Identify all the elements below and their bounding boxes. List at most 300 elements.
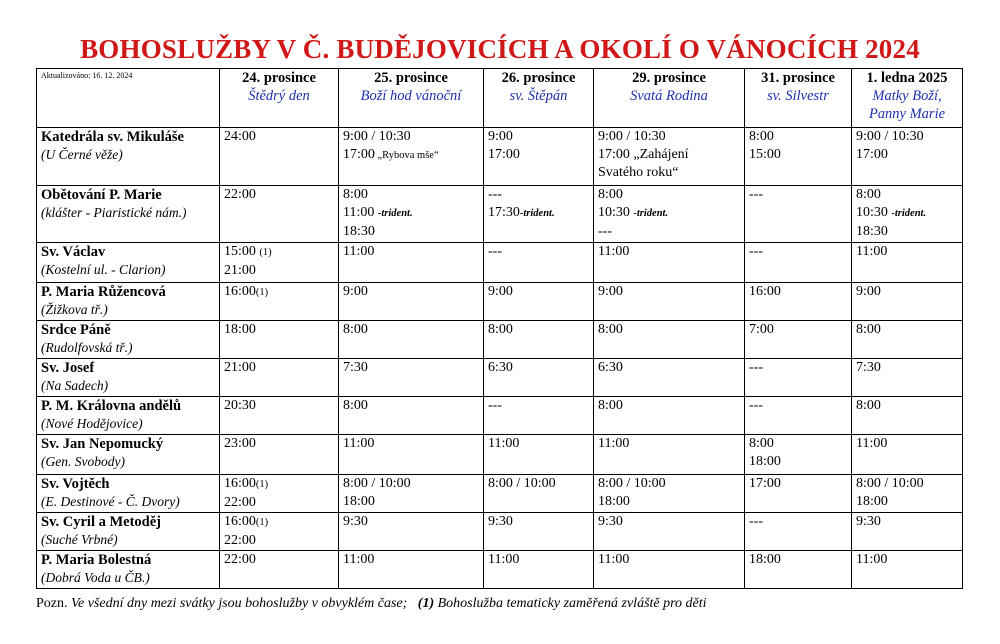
time-text: 9:00 (488, 129, 513, 144)
time-line (343, 475, 479, 493)
time-cell (339, 397, 484, 435)
time-text: 22:00 (224, 533, 256, 548)
time-line (488, 128, 589, 146)
time-line (343, 223, 479, 241)
time-line (488, 186, 589, 204)
time-cell (852, 128, 963, 186)
time-cell (594, 397, 745, 435)
time-cell (339, 435, 484, 475)
time-cell (339, 128, 484, 186)
time-text: 11:00 (856, 552, 888, 567)
time-text: --- (749, 398, 763, 413)
day-header (594, 69, 745, 128)
church-cell (37, 435, 220, 475)
time-line (598, 513, 740, 531)
time-line (224, 128, 334, 146)
time-text: 9:00 (856, 284, 881, 299)
time-cell (339, 513, 484, 551)
time-text: 7:00 (749, 322, 774, 337)
day-header (484, 69, 594, 128)
time-line (856, 128, 958, 146)
time-cell (484, 186, 594, 243)
time-cell (852, 186, 963, 243)
time-text: --- (598, 224, 612, 239)
time-line (224, 186, 334, 204)
time-cell (745, 359, 852, 397)
time-text: 11:00 (488, 436, 520, 451)
time-text: 18:00 (749, 552, 781, 567)
church-location: (Dobrá Voda u ČB.) (41, 570, 150, 585)
time-text: 8:00 (343, 187, 368, 202)
time-line (749, 359, 847, 377)
time-line (343, 435, 479, 453)
time-line (856, 397, 958, 415)
time-text: 8:00 / 10:00 (343, 476, 411, 491)
day-name: Štědrý den (248, 88, 310, 104)
time-cell (852, 283, 963, 321)
time-cell (339, 475, 484, 513)
table-row (37, 186, 963, 243)
church-name: Sv. Jan Nepomucký (41, 436, 164, 452)
table-row (37, 283, 963, 321)
time-line (856, 283, 958, 301)
day-header (852, 69, 963, 128)
church-name: Srdce Páně (41, 322, 111, 338)
time-line (856, 223, 958, 241)
table-row (37, 513, 963, 551)
time-line (598, 128, 740, 146)
time-text: 9:00 / 10:30 (598, 129, 666, 144)
time-cell (484, 283, 594, 321)
time-text: 17:00 „Zahájení (598, 147, 689, 162)
day-name: sv. Silvestr (767, 88, 829, 104)
time-cell (220, 186, 339, 243)
day-name: Matky Boží, Panny Marie (868, 88, 946, 122)
time-cell (484, 128, 594, 186)
time-text: 18:30 (856, 224, 888, 239)
time-line (488, 551, 589, 569)
time-text: 6:30 (488, 360, 513, 375)
time-cell (339, 243, 484, 283)
time-cell (220, 128, 339, 186)
time-text: 11:00 (343, 436, 375, 451)
time-text: 23:00 (224, 436, 256, 451)
time-line (749, 513, 847, 531)
time-cell (484, 475, 594, 513)
time-line (224, 283, 334, 302)
time-text: --- (749, 360, 763, 375)
table-row (37, 551, 963, 589)
time-cell (852, 435, 963, 475)
time-text: 11:00 (598, 244, 630, 259)
time-text: 24:00 (224, 129, 256, 144)
time-line (488, 435, 589, 453)
time-line (224, 532, 334, 550)
time-line (749, 128, 847, 146)
time-text: 8:00 / 10:00 (856, 476, 924, 491)
time-text: 16:00 (749, 284, 781, 299)
time-line (598, 359, 740, 377)
time-cell (745, 475, 852, 513)
time-text: 11:00 (598, 436, 630, 451)
church-cell (37, 397, 220, 435)
time-text: 11:00 (856, 244, 888, 259)
time-text: 7:30 (343, 360, 368, 375)
church-name: Sv. Vojtěch (41, 476, 110, 492)
church-cell (37, 128, 220, 186)
time-line (598, 146, 740, 164)
time-line (856, 551, 958, 569)
church-location: (Rudolfovská tř.) (41, 340, 133, 355)
day-date: 25. prosince (374, 70, 448, 86)
time-text: 16:00 (224, 284, 256, 299)
table-row (37, 243, 963, 283)
time-line (224, 359, 334, 377)
time-line (749, 453, 847, 471)
time-line (343, 359, 479, 377)
time-text: 21:00 (224, 263, 256, 278)
time-text: 17:00 (749, 476, 781, 491)
church-name: P. Maria Bolestná (41, 552, 152, 568)
time-text: 8:00 (749, 436, 774, 451)
time-line (856, 475, 958, 493)
time-line (856, 186, 958, 204)
time-line (749, 243, 847, 261)
children-mass-mark: (1) (255, 479, 269, 490)
church-name: P. M. Královna andělů (41, 398, 182, 414)
children-mass-mark: (1) (255, 517, 269, 528)
time-text: 17:00 (343, 147, 375, 162)
schedule-body (37, 128, 963, 589)
time-text: Svatého roku“ (598, 165, 679, 180)
time-line (224, 513, 334, 532)
time-text: 8:00 (598, 398, 623, 413)
time-line (749, 475, 847, 493)
day-date: 29. prosince (632, 70, 706, 86)
children-mass-mark: (1) (255, 287, 269, 298)
time-line (598, 397, 740, 415)
time-text: 18:00 (749, 454, 781, 469)
time-text: --- (488, 187, 502, 202)
day-date: 26. prosince (501, 70, 576, 86)
time-cell (594, 128, 745, 186)
time-line (856, 435, 958, 453)
mass-rite-note: -trident. (891, 208, 927, 219)
time-cell (745, 321, 852, 359)
time-line (856, 513, 958, 531)
time-line (598, 551, 740, 569)
time-cell (745, 397, 852, 435)
time-line (224, 243, 334, 262)
footnote (36, 596, 707, 612)
time-cell (852, 321, 963, 359)
time-text: 11:00 (598, 552, 630, 567)
time-line (224, 475, 334, 494)
time-cell (220, 513, 339, 551)
table-row (37, 359, 963, 397)
church-cell (37, 475, 220, 513)
table-row (37, 128, 963, 186)
time-text: 11:00 (343, 244, 375, 259)
time-cell (220, 435, 339, 475)
time-cell (594, 513, 745, 551)
time-text: --- (749, 244, 763, 259)
time-cell (339, 283, 484, 321)
time-cell (484, 243, 594, 283)
time-line (598, 186, 740, 204)
time-cell (339, 321, 484, 359)
church-name: Sv. Cyril a Metoděj (41, 514, 162, 530)
day-header (220, 69, 339, 128)
time-line (488, 283, 589, 301)
time-line (343, 513, 479, 531)
time-text: 22:00 (224, 552, 256, 567)
time-line (224, 435, 334, 453)
time-cell (484, 397, 594, 435)
mass-note: „Rybova mše“ (374, 150, 439, 161)
time-text: 8:00 / 10:00 (488, 476, 556, 491)
church-cell (37, 186, 220, 243)
time-line (598, 243, 740, 261)
time-line (598, 493, 740, 511)
church-location: (Kostelní ul. - Clarion) (41, 262, 166, 277)
time-cell (745, 435, 852, 475)
time-text: 18:30 (343, 224, 375, 239)
time-cell (852, 243, 963, 283)
time-line (749, 321, 847, 339)
time-line (856, 243, 958, 261)
time-text: --- (749, 187, 763, 202)
time-line (488, 243, 589, 261)
time-text: 8:00 / 10:00 (598, 476, 666, 491)
time-text: 9:00 / 10:30 (856, 129, 924, 144)
time-cell (484, 359, 594, 397)
footnote-mark-text: Bohoslužba tematicky zaměřená zvláště pro děti (434, 596, 707, 611)
church-cell (37, 359, 220, 397)
table-row (37, 397, 963, 435)
mass-rite-note: -trident. (519, 208, 555, 219)
time-cell (220, 475, 339, 513)
time-cell (594, 283, 745, 321)
church-cell (37, 513, 220, 551)
time-text: 22:00 (224, 187, 256, 202)
time-cell (852, 359, 963, 397)
time-line (343, 186, 479, 204)
time-line (598, 283, 740, 301)
time-cell (594, 321, 745, 359)
time-line (598, 435, 740, 453)
time-text: 16:00 (224, 476, 256, 491)
church-location: (Gen. Svobody) (41, 454, 125, 469)
time-text: 17:30 (488, 205, 520, 220)
time-line (343, 551, 479, 569)
schedule-table (36, 68, 963, 589)
time-cell (484, 551, 594, 589)
time-line (749, 397, 847, 415)
time-cell (594, 243, 745, 283)
footnote-mark: (1) (417, 596, 435, 611)
time-cell (339, 551, 484, 589)
time-text: 15:00 (224, 244, 260, 259)
time-text: 8:00 (343, 322, 368, 337)
time-line (488, 204, 589, 223)
time-cell (594, 186, 745, 243)
time-line (224, 321, 334, 339)
day-name: Svatá Rodina (630, 88, 708, 104)
time-line (224, 397, 334, 415)
day-date: 24. prosince (242, 70, 316, 86)
church-cell (37, 551, 220, 589)
time-text: 11:00 (488, 552, 520, 567)
time-text: 9:00 / 10:30 (343, 129, 411, 144)
time-line (343, 128, 479, 146)
time-text: 9:00 (343, 284, 368, 299)
time-line (224, 494, 334, 512)
time-text: --- (749, 514, 763, 529)
time-text: 10:30 (856, 205, 892, 220)
time-line (224, 262, 334, 280)
church-name: Katedrála sv. Mikuláše (41, 129, 184, 145)
time-cell (745, 551, 852, 589)
time-cell (220, 283, 339, 321)
time-text: 8:00 (749, 129, 774, 144)
church-location: (Žižkova tř.) (41, 302, 108, 317)
time-line (488, 146, 589, 164)
day-date: 1. ledna 2025 (866, 70, 948, 86)
footnote-prefix: Pozn. (36, 596, 68, 611)
day-name: Boží hod vánoční (360, 88, 462, 104)
time-line (224, 551, 334, 569)
time-line (598, 223, 740, 241)
time-cell (745, 128, 852, 186)
time-line (343, 321, 479, 339)
time-cell (220, 243, 339, 283)
time-line (343, 493, 479, 511)
church-name: Obětování P. Marie (41, 187, 162, 203)
time-cell (745, 243, 852, 283)
time-cell (484, 321, 594, 359)
table-row (37, 435, 963, 475)
time-text: 9:30 (598, 514, 623, 529)
time-line (749, 551, 847, 569)
time-line (598, 321, 740, 339)
time-line (343, 146, 479, 165)
day-header (339, 69, 484, 128)
time-text: 8:00 (488, 322, 513, 337)
time-text: 9:30 (856, 514, 881, 529)
time-line (488, 513, 589, 531)
time-text: 18:00 (598, 494, 630, 509)
time-cell (745, 283, 852, 321)
time-cell (852, 513, 963, 551)
time-text: 9:00 (488, 284, 513, 299)
time-text: --- (488, 244, 502, 259)
time-cell (852, 551, 963, 589)
time-cell (745, 186, 852, 243)
footnote-text: Ve všední dny mezi svátky jsou bohoslužby v obvyklém čase; (67, 596, 408, 611)
time-text: 8:00 (598, 322, 623, 337)
time-text: 11:00 (343, 205, 378, 220)
day-name: sv. Štěpán (509, 88, 568, 104)
time-text: 17:00 (488, 147, 520, 162)
church-name: Sv. Josef (41, 360, 95, 376)
time-text: 8:00 (856, 187, 881, 202)
time-text: 8:00 (856, 398, 881, 413)
time-line (343, 283, 479, 301)
time-text: 20:30 (224, 398, 256, 413)
time-line (856, 359, 958, 377)
time-cell (594, 551, 745, 589)
time-cell (594, 475, 745, 513)
time-line (749, 146, 847, 164)
time-text: 18:00 (224, 322, 256, 337)
church-location: (U Černé věže) (41, 147, 123, 162)
church-location: (E. Destinové - Č. Dvory) (41, 494, 180, 509)
time-text: 9:30 (488, 514, 513, 529)
time-text: 16:00 (224, 514, 256, 529)
header-row (37, 69, 963, 128)
time-line (598, 164, 740, 182)
time-cell (484, 435, 594, 475)
day-header (745, 69, 852, 128)
time-text: 9:30 (343, 514, 368, 529)
church-location: (Nové Hodějovice) (41, 416, 143, 431)
time-line (488, 359, 589, 377)
time-line (856, 493, 958, 511)
time-text: --- (488, 398, 502, 413)
time-cell (220, 359, 339, 397)
time-cell (339, 186, 484, 243)
time-line (856, 204, 958, 223)
church-cell (37, 321, 220, 359)
time-text: 21:00 (224, 360, 256, 375)
time-cell (594, 435, 745, 475)
time-line (488, 397, 589, 415)
time-text: 8:00 (343, 398, 368, 413)
time-line (343, 243, 479, 261)
time-text: 6:30 (598, 360, 623, 375)
time-text: 15:00 (749, 147, 781, 162)
mass-rite-note: -trident. (633, 208, 669, 219)
time-line (598, 475, 740, 493)
time-cell (852, 397, 963, 435)
time-line (856, 321, 958, 339)
time-text: 22:00 (224, 495, 256, 510)
updated-date: Aktualizováno: 16. 12. 2024 (41, 71, 133, 80)
header-corner (37, 69, 220, 128)
time-line (343, 397, 479, 415)
time-text: 11:00 (343, 552, 375, 567)
church-cell (37, 243, 220, 283)
day-date: 31. prosince (761, 70, 835, 86)
page-title: BOHOSLUŽBY V Č. BUDĚJOVICÍCH A OKOLÍ O VÁNOCÍCH 2024 (80, 34, 920, 64)
time-cell (484, 513, 594, 551)
church-location: (Suché Vrbné) (41, 532, 118, 547)
mass-rite-note: -trident. (377, 208, 413, 219)
time-line (343, 204, 479, 223)
time-text: 11:00 (856, 436, 888, 451)
time-text: 18:00 (856, 494, 888, 509)
time-text: 8:00 (856, 322, 881, 337)
time-text: 7:30 (856, 360, 881, 375)
time-text: 17:00 (856, 147, 888, 162)
time-line (856, 146, 958, 164)
church-location: (klášter - Piaristické nám.) (41, 205, 187, 220)
time-cell (220, 321, 339, 359)
time-cell (220, 397, 339, 435)
church-name: P. Maria Růžencová (41, 284, 166, 300)
time-cell (220, 551, 339, 589)
